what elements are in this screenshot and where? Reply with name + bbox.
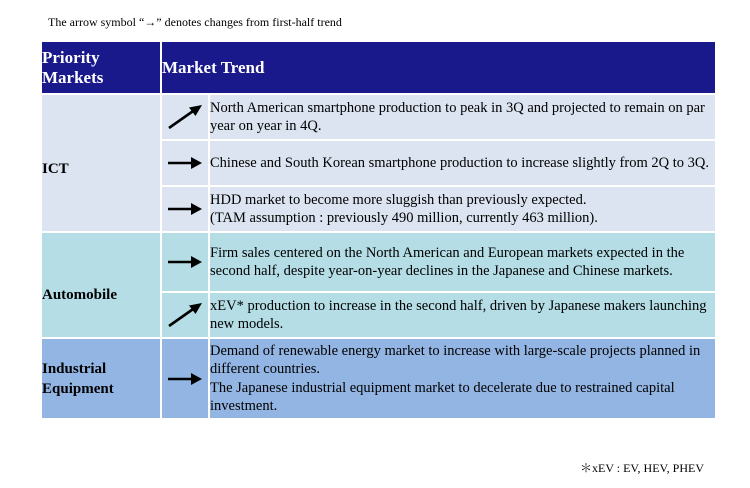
trend-text: Chinese and South Korean smartphone production to increase slightly from 2Q to 3Q. xyxy=(209,140,716,186)
footnote-xev: ＊xEV : EV, HEV, PHEV xyxy=(579,461,704,475)
market-automobile xyxy=(41,232,161,338)
trend-text-line: The Japanese industrial equipment market to decelerate due to restrained capital investment. xyxy=(210,379,675,414)
table-row xyxy=(41,232,716,292)
trend-text-line: Demand of renewable energy market to increase with large-scale projects planned in different countries. xyxy=(210,342,701,377)
trend-text: North American smartphone production to peak in 3Q and projected to remain on par year on year in 4Q. xyxy=(209,94,716,140)
market-ict xyxy=(41,94,161,232)
arrow-up-right-icon xyxy=(161,292,209,338)
trend-text: xEV* production to increase in the second half, driven by Japanese makers launching new models. xyxy=(209,292,716,338)
arrow-right-icon xyxy=(161,186,209,232)
table-row xyxy=(41,94,716,140)
header-priority-markets xyxy=(41,41,161,94)
market-industrial-equipment xyxy=(41,338,161,419)
arrow-right-icon xyxy=(161,338,209,419)
table-header-row xyxy=(41,41,716,94)
header-markets-label: Markets xyxy=(42,67,104,87)
market-equipment-line: Equipment xyxy=(42,380,114,397)
market-ict-label: ICT xyxy=(42,161,69,177)
trend-text: Firm sales centered on the North American and European markets expected in the second half, despite year-on-year declines in the Japanese and Chinese markets. xyxy=(209,232,716,292)
trend-text xyxy=(209,186,716,232)
market-automobile-label: Automobile xyxy=(42,287,117,303)
header-market-trend: Market Trend xyxy=(161,41,716,94)
trend-text-line: HDD market to become more sluggish than previously expected. xyxy=(210,191,587,208)
arrow-up-right-icon xyxy=(161,94,209,140)
header-priority-label: Priority xyxy=(42,47,100,67)
trend-text-line: (TAM assumption : previously 490 million, currently 463 million). xyxy=(210,210,598,226)
market-trend-table xyxy=(40,40,717,420)
arrow-legend-note: The arrow symbol “→” denotes changes from first-half trend xyxy=(48,15,342,29)
arrow-right-icon xyxy=(161,232,209,292)
table-row xyxy=(41,338,716,419)
arrow-right-icon xyxy=(161,140,209,186)
trend-text xyxy=(209,338,716,419)
market-industrial-label xyxy=(42,359,160,399)
market-industrial-line: Industrial xyxy=(42,360,107,377)
